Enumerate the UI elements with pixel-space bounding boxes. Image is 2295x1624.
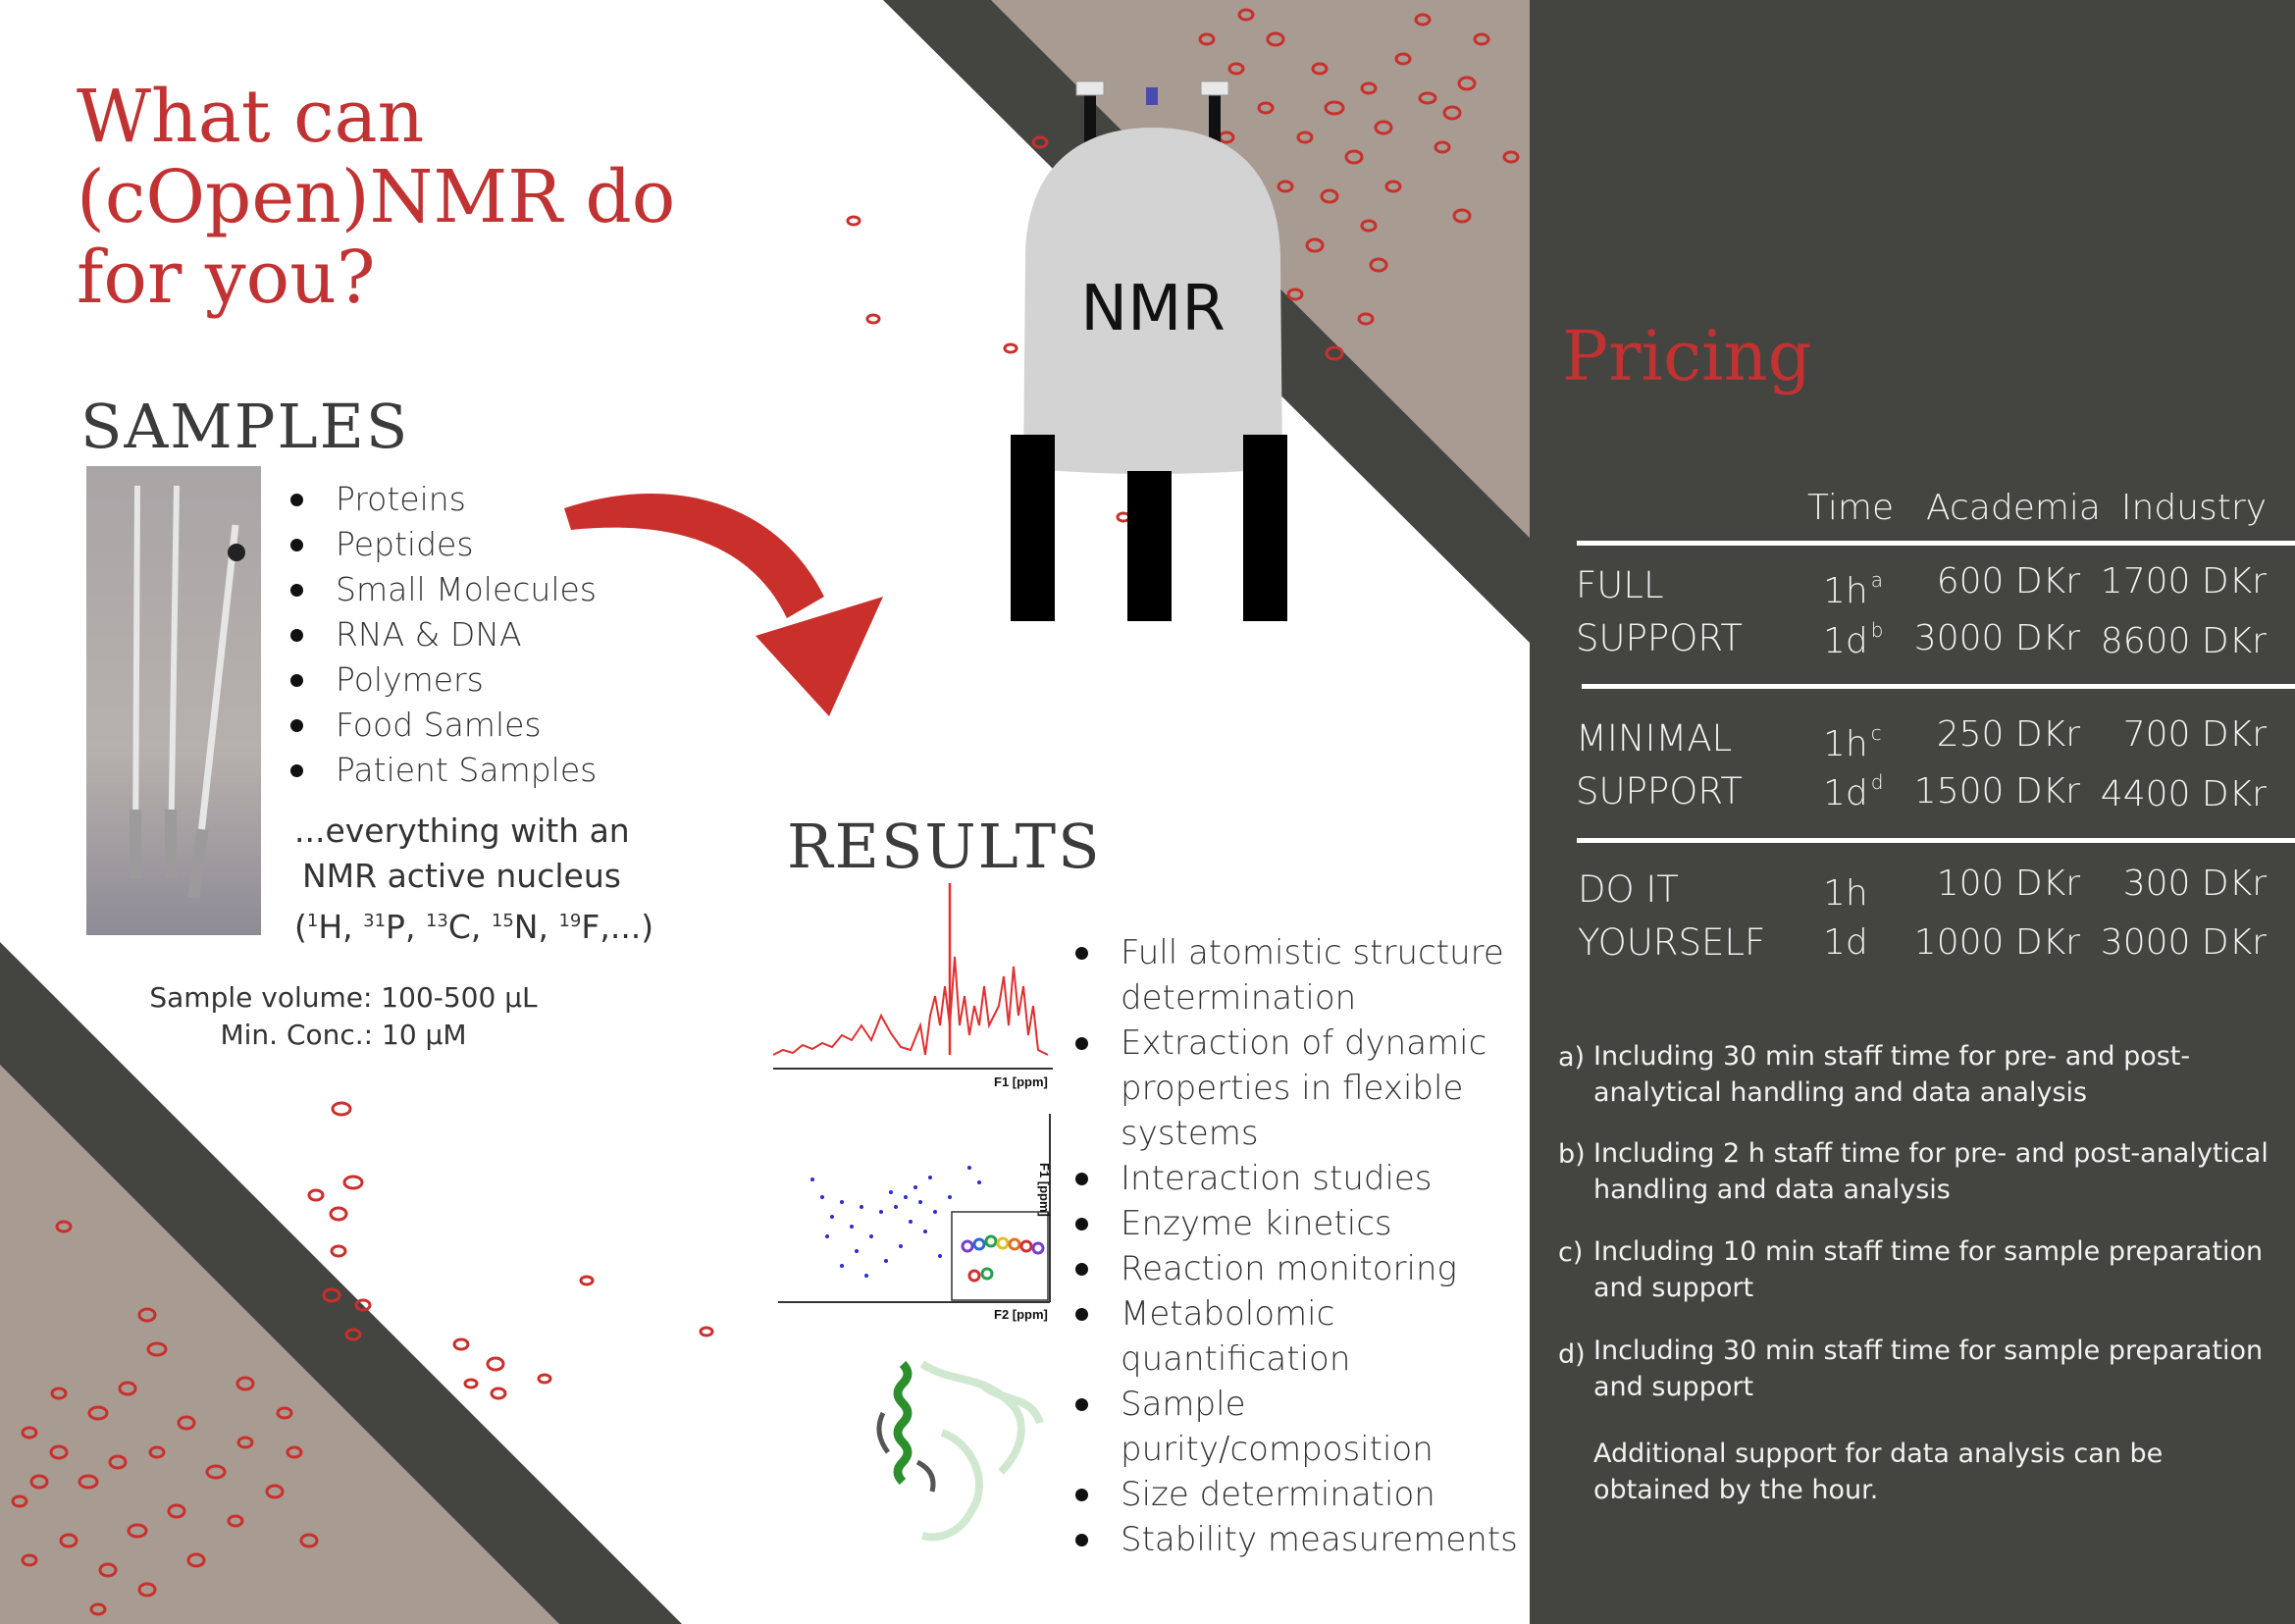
pricing-heading: Pricing	[1562, 316, 1812, 396]
list-item: Stability measurements	[1071, 1517, 1533, 1562]
additional-support-note: Additional support for data analysis can be obtained by the hour.	[1593, 1439, 2164, 1505]
nucleus-symbol: P	[386, 908, 405, 946]
price-industry: 4400 DKr	[2100, 774, 2267, 814]
footnote-marker: d	[1870, 770, 1884, 794]
column-header-industry: Industry	[2120, 488, 2267, 528]
list-item: Metabolomic quantification	[1071, 1291, 1533, 1382]
footnote-text: Including 2 h staff time for pre- and post-analytical handling and data analysis	[1593, 1138, 2269, 1205]
pricing-category-minimal-support	[1576, 712, 1743, 818]
list-item: Small Molecules	[287, 567, 659, 612]
nucleus-mass: 1	[306, 911, 319, 931]
price-industry: 8600 DKr	[2100, 621, 2267, 661]
column-header-academia: Academia	[1926, 488, 2101, 528]
category-line-1: FULL	[1576, 564, 1664, 606]
price-industry: 700 DKr	[2122, 714, 2267, 755]
price-academia: 1500 DKr	[1913, 771, 2080, 812]
footnote-letter: b)	[1558, 1139, 1586, 1170]
list-item: Food Samles	[287, 703, 659, 748]
list-item: Reaction monitoring	[1071, 1246, 1533, 1291]
divider	[1582, 684, 2295, 689]
list-item: Full atomistic structure determination	[1071, 930, 1533, 1021]
price-academia: 600 DKr	[1936, 561, 2080, 602]
divider	[1577, 838, 2295, 843]
pricing-category-full-support	[1576, 559, 1743, 665]
list-item: Sample purity/composition	[1071, 1382, 1533, 1472]
nucleus-symbol: F,...)	[581, 908, 654, 946]
category-line-2: YOURSELF	[1578, 921, 1766, 964]
price-academia: 250 DKr	[1936, 714, 2080, 755]
nucleus-mass: 19	[558, 911, 582, 931]
page-title: What can (cOpen)NMR do for you?	[77, 75, 676, 320]
nuclei-line: ($^1$H, $^{31}$P, $^{13}$C, $^{15}$N, $^{19}$F,...)	[294, 908, 654, 946]
time-value: 1h	[1823, 873, 1868, 914]
time-value: 1d	[1823, 621, 1868, 661]
price-industry: 3000 DKr	[2100, 922, 2267, 963]
time-value: 1h	[1823, 571, 1868, 611]
price-academia: 100 DKr	[1936, 864, 2080, 904]
nucleus-symbol: H	[318, 908, 343, 946]
price-industry: 1700 DKr	[2100, 561, 2267, 602]
category-line-2: SUPPORT	[1576, 617, 1743, 659]
footnote-letter: d)	[1558, 1339, 1586, 1370]
spectrum-2d-x-axis-label: F2 [ppm]	[994, 1307, 1048, 1322]
price-academia: 1000 DKr	[1913, 922, 2080, 963]
results-heading: RESULTS	[787, 811, 1102, 882]
footnote-text: Including 30 min staff time for sample preparation and support	[1593, 1336, 2264, 1402]
curved-arrow-icon	[559, 479, 893, 724]
list-item: Patient Samples	[287, 748, 659, 793]
footnote-text: Including 30 min staff time for pre- and post-analytical handling and data analysis	[1593, 1041, 2191, 1108]
nmr-magnet-icon	[1006, 74, 1300, 623]
column-header-time: Time	[1807, 488, 1895, 528]
list-item: Extraction of dynamic properties in flexible systems	[1071, 1021, 1533, 1156]
price-time	[1823, 618, 1884, 661]
category-line-1: MINIMAL	[1576, 717, 1733, 760]
samples-note	[294, 809, 667, 950]
price-time	[1823, 922, 1871, 963]
spectrum-2d-figure	[773, 1109, 1058, 1325]
price-time	[1823, 770, 1884, 813]
list-item: Size determination	[1071, 1472, 1533, 1517]
samples-heading: SAMPLES	[80, 391, 410, 462]
footnote-marker: a	[1870, 568, 1883, 592]
pricing-category-do-it-yourself	[1578, 864, 1765, 969]
footnote-letter: a)	[1558, 1042, 1586, 1073]
list-item: Enzyme kinetics	[1071, 1201, 1533, 1246]
price-time	[1823, 873, 1871, 914]
price-time	[1823, 721, 1882, 764]
list-item: Interaction studies	[1071, 1156, 1533, 1201]
nucleus-mass: 13	[425, 911, 448, 931]
nucleus-mass: 31	[363, 911, 387, 931]
magnet-label: NMR	[1080, 273, 1226, 345]
tubes-illustration	[86, 466, 261, 935]
category-line-2: SUPPORT	[1576, 770, 1743, 812]
list-item: Proteins	[287, 477, 659, 522]
nmr-tubes-photo	[86, 466, 261, 935]
divider	[1577, 541, 2295, 546]
price-time	[1823, 568, 1883, 611]
time-value: 1h	[1823, 724, 1868, 764]
list-item: Polymers	[287, 657, 659, 703]
list-item: RNA & DNA	[287, 612, 659, 657]
nucleus-symbol: C	[447, 908, 471, 946]
price-industry: 300 DKr	[2122, 864, 2267, 904]
nucleus-symbol: N	[513, 908, 539, 946]
footnote-marker: b	[1870, 618, 1884, 642]
nucleus-mass: 15	[491, 911, 514, 931]
protein-structure-icon	[863, 1344, 1050, 1550]
sample-specs	[147, 979, 540, 1054]
spectrum-1d-axis-label: F1 [ppm]	[994, 1074, 1048, 1089]
time-value: 1d	[1823, 773, 1868, 813]
time-value: 1d	[1823, 922, 1868, 963]
category-line-1: DO IT	[1578, 868, 1679, 911]
note-line-2: NMR active nucleus	[302, 857, 621, 895]
footnote-letter: c)	[1558, 1237, 1584, 1268]
price-academia: 3000 DKr	[1913, 618, 2080, 658]
sample-volume: Sample volume: 100-500 µL	[149, 981, 538, 1014]
list-item: Peptides	[287, 522, 659, 567]
min-concentration: Min. Conc.: 10 µM	[220, 1019, 467, 1051]
spectrum-2d-y-axis-label: F1 [ppm]	[1037, 1163, 1052, 1217]
note-line-1: ...everything with an	[294, 812, 630, 850]
footnote-marker: c	[1870, 721, 1882, 745]
results-list	[1071, 930, 1533, 1562]
spectrum-1d-figure	[773, 878, 1053, 1094]
footnote-text: Including 10 min staff time for sample preparation and support	[1593, 1236, 2264, 1303]
